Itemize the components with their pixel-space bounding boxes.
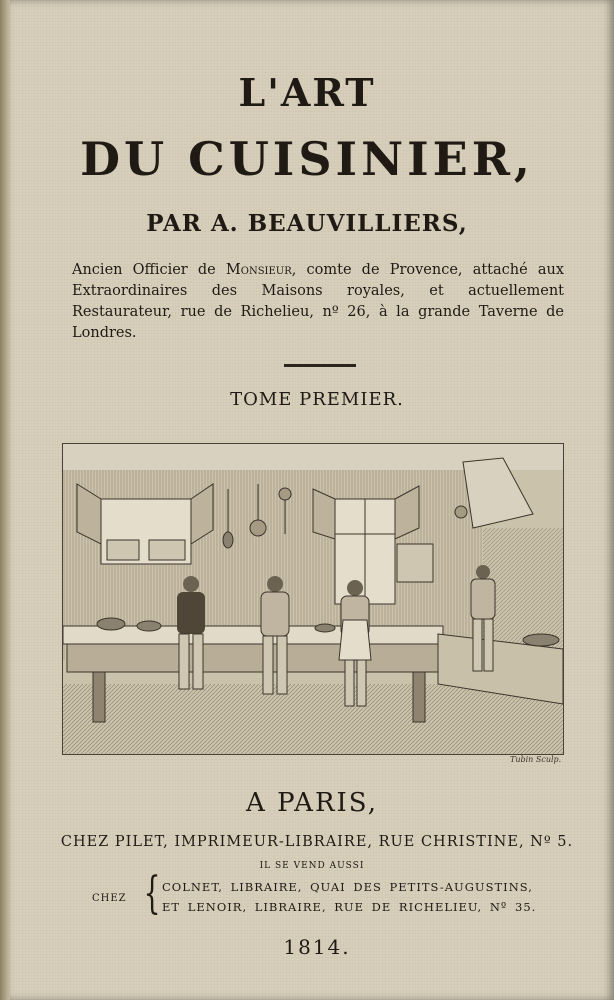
imprint-also-sold: IL SE VEND AUSSI <box>259 861 365 871</box>
imprint-seller-2: ET LENOIR, LIBRAIRE, RUE DE RICHELIEU, Nº 35. <box>162 900 537 914</box>
brace-glyph: { <box>143 868 161 919</box>
title-line-1: L'ART <box>238 70 376 115</box>
volume-label: TOME PREMIER. <box>230 389 404 410</box>
imprint-seller-1: COLNET, LIBRAIRE, QUAI DES PETITS-AUGUSTINS, <box>162 880 533 894</box>
description-part-1: Ancien Officier de <box>72 262 226 278</box>
imprint-year: 1814. <box>283 935 351 959</box>
imprint-publisher: CHEZ PILET, IMPRIMEUR-LIBRAIRE, RUE CHRISTINE, Nº 5. <box>60 834 574 850</box>
title-line-2: DU CUISINIER, <box>80 132 534 186</box>
imprint-chez: CHEZ <box>92 893 127 904</box>
engraver-signature: Tubin Sculp. <box>510 755 562 764</box>
description-part-2: , comte de Provence, attaché aux Extraordinaires des Maisons royales, et actuellement Restaurateur, rue de Richelieu, nº 26, à la grande Taverne de Londres. <box>72 262 564 341</box>
description-monsieur: Monsieur <box>225 262 292 278</box>
imprint-city: A PARIS, <box>246 788 378 818</box>
divider-rule <box>284 364 356 367</box>
author-description <box>72 260 564 344</box>
kitchen-engraving <box>62 443 564 755</box>
author-line: PAR A. BEAUVILLIERS, <box>146 210 468 237</box>
